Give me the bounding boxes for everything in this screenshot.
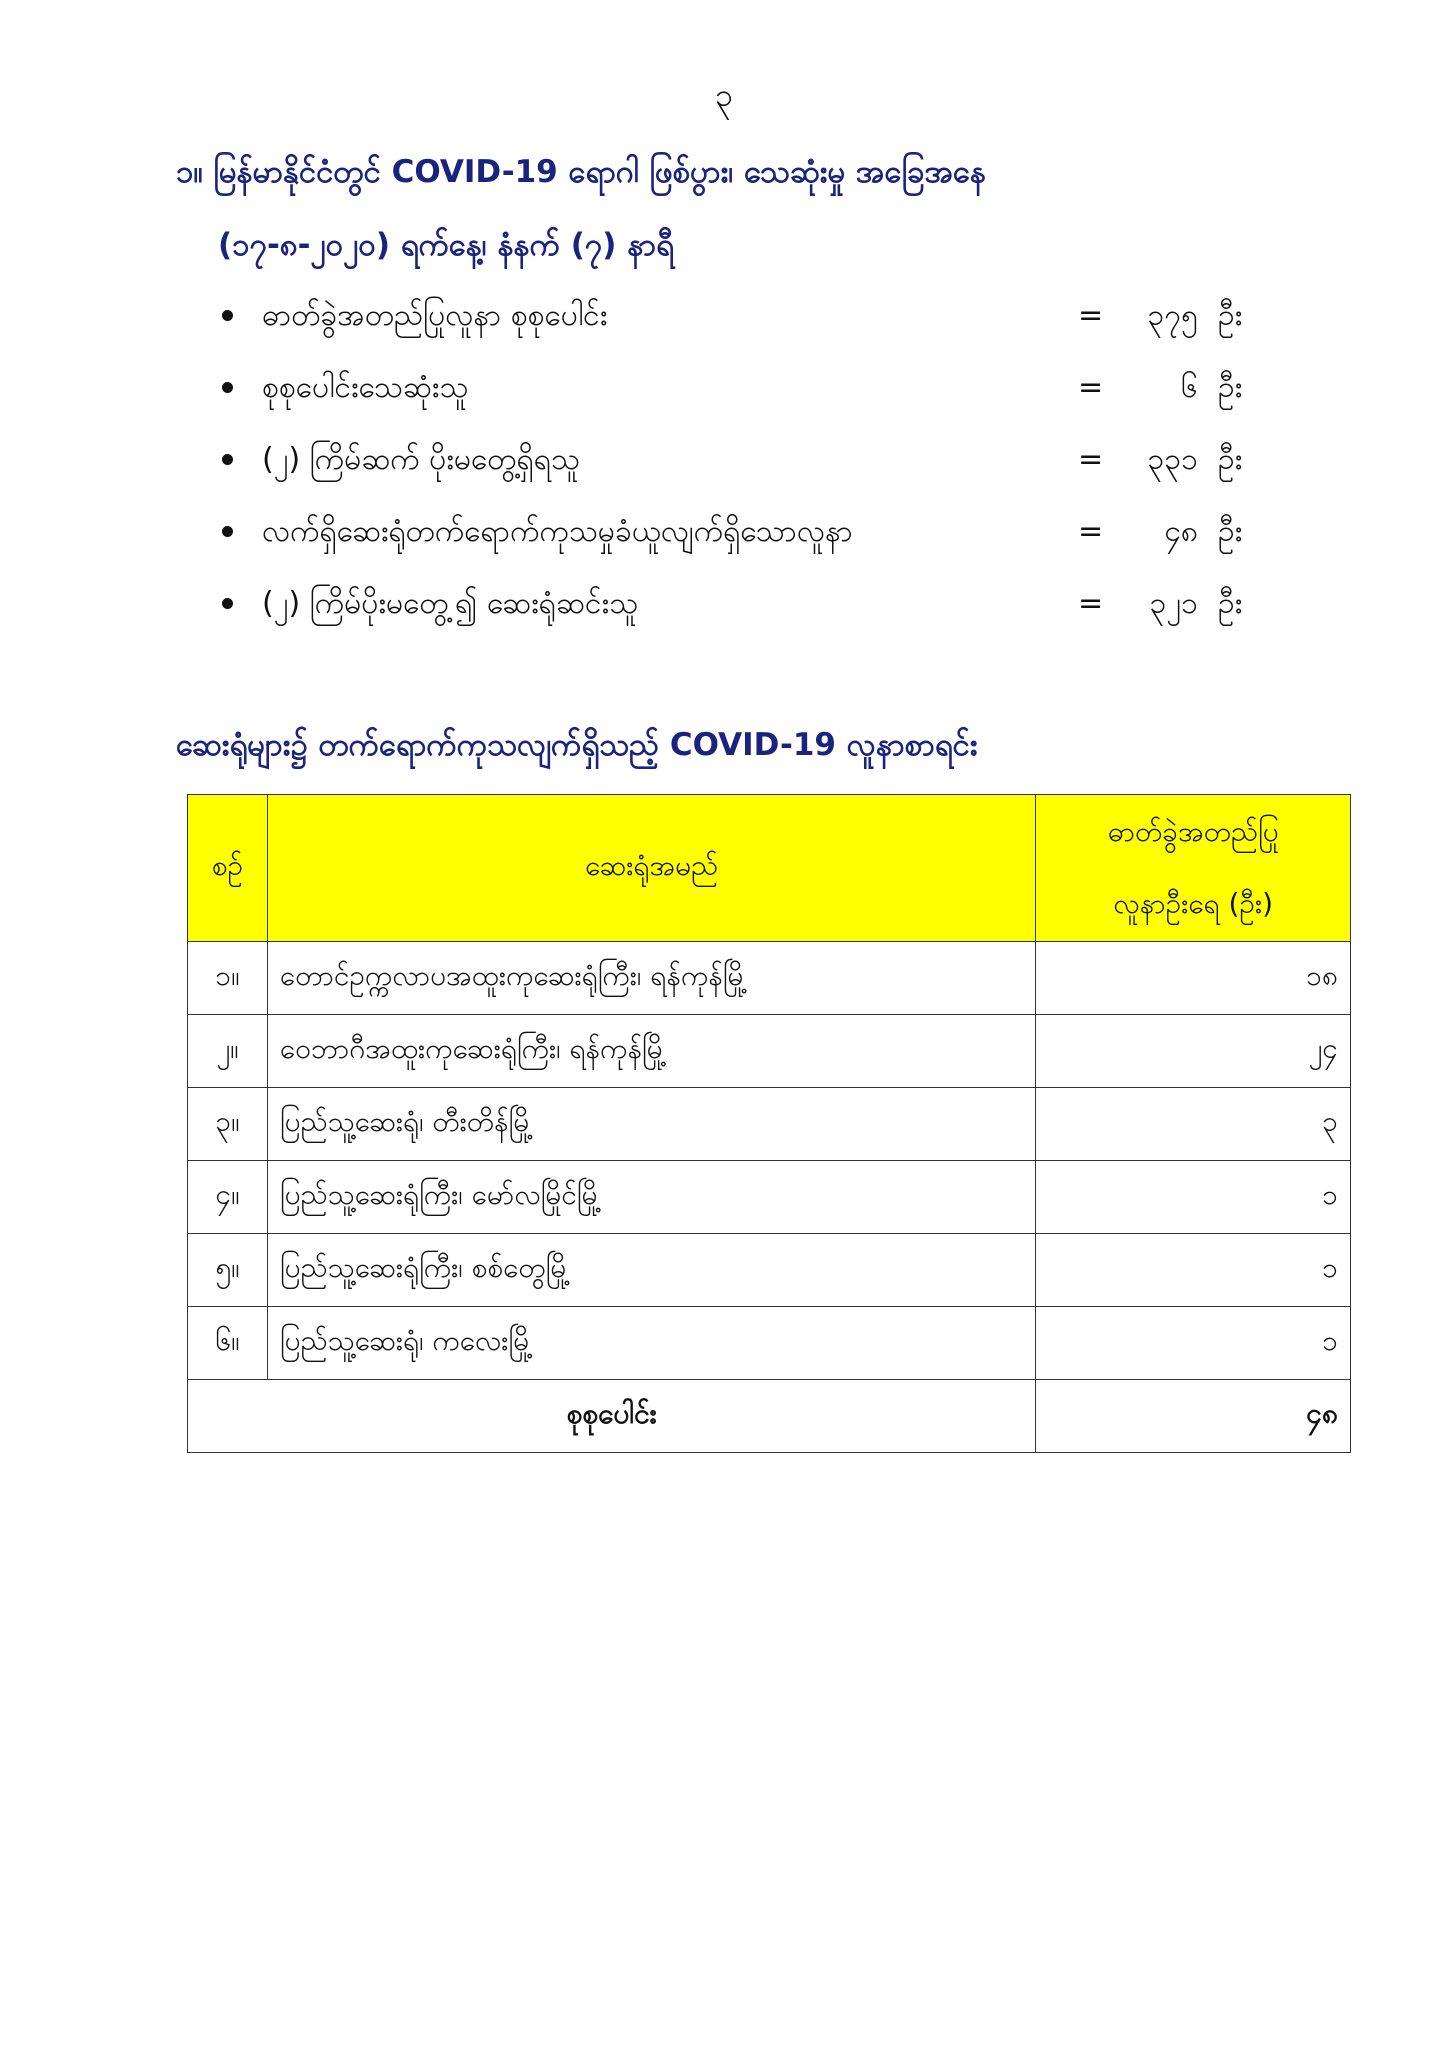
stat-discharged	[218, 578, 1278, 650]
header-count-line2: လူနာဦးရေ (ဦး)	[1113, 887, 1273, 920]
row-no: ၃။	[188, 1088, 268, 1161]
stat-label: ဓာတ်ခွဲအတည်ပြုလူနာ စုစုပေါင်း	[262, 298, 608, 333]
bullet-icon	[222, 526, 233, 537]
stat-label: (၂) ကြိမ်ပိုးမတွေ့၍ ဆေးရုံဆင်းသူ	[262, 586, 639, 621]
stat-currently-hospitalized	[218, 506, 1278, 578]
equals-sign: =	[1078, 514, 1104, 549]
row-count: ၁	[1036, 1161, 1351, 1234]
stat-value: ၃၃၁	[1147, 442, 1198, 477]
header-no: စဉ်	[188, 795, 268, 942]
row-count: ၁	[1036, 1234, 1351, 1307]
stat-unit: ဦး	[1218, 514, 1243, 549]
row-hospital: ပြည်သူ့ဆေးရုံ၊ တီးတိန်မြို့	[267, 1088, 1036, 1161]
row-hospital: ဝေဘာဂီအထူးကုဆေးရုံကြီး၊ ရန်ကုန်မြို့	[267, 1015, 1036, 1088]
total-count: ၄၈	[1036, 1380, 1351, 1453]
equals-sign: =	[1078, 298, 1104, 333]
stat-twice-negative	[218, 434, 1278, 506]
table-row	[188, 1307, 1351, 1380]
stat-label: လက်ရှိဆေးရုံတက်ရောက်ကုသမှုခံယူလျက်ရှိသောလူနာ	[262, 514, 853, 549]
equals-sign: =	[1078, 370, 1104, 405]
row-count: ၃	[1036, 1088, 1351, 1161]
row-count: ၂၄	[1036, 1015, 1351, 1088]
stat-unit: ဦး	[1218, 298, 1243, 333]
page-number: ၃	[715, 76, 733, 114]
row-hospital: ပြည်သူ့ဆေးရုံကြီး၊ စစ်တွေမြို့	[267, 1234, 1036, 1307]
row-hospital: တောင်ဥက္ကလာပအထူးကုဆေးရုံကြီး၊ ရန်ကုန်မြို့	[267, 942, 1036, 1015]
table-header-row	[188, 795, 1351, 942]
header-hospital: ဆေးရုံအမည်	[267, 795, 1036, 942]
stat-unit: ဦး	[1218, 370, 1243, 405]
row-hospital: ပြည်သူ့ဆေးရုံ၊ ကလေးမြို့	[267, 1307, 1036, 1380]
section-title-hospital-list: ဆေးရုံများ၌ တက်ရောက်ကုသလျက်ရှိသည့် COVID-19 လူနာစာရင်း	[176, 727, 978, 763]
stat-value: ၃၂၁	[1149, 586, 1198, 621]
table-row	[188, 1088, 1351, 1161]
row-no: ၆။	[188, 1307, 268, 1380]
stat-unit: ဦး	[1218, 442, 1243, 477]
row-hospital: ပြည်သူ့ဆေးရုံကြီး၊ မော်လမြိုင်မြို့	[267, 1161, 1036, 1234]
stat-value: ၄၈	[1163, 514, 1198, 549]
stat-confirmed-total	[218, 290, 1278, 362]
stat-value: ၃၇၅	[1147, 298, 1198, 333]
row-count: ၁၈	[1036, 942, 1351, 1015]
section-title-covid-status: ၁။ မြန်မာနိုင်ငံတွင် COVID-19 ရောဂါ ဖြစ်ပွား၊ သေဆုံးမှု အခြေအနေ	[176, 154, 986, 190]
header-count	[1036, 795, 1351, 942]
bullet-icon	[222, 382, 233, 393]
stat-value: ၆	[1181, 370, 1198, 405]
table-row	[188, 1234, 1351, 1307]
row-no: ၄။	[188, 1161, 268, 1234]
stat-deaths-total	[218, 362, 1278, 434]
section-subtitle-date: (၁၇-၈-၂၀၂၀) ရက်နေ့၊ နံနက် (၇) နာရီ	[218, 227, 674, 263]
table-total-row	[188, 1380, 1351, 1453]
bullet-icon	[222, 454, 233, 465]
stat-label: (၂) ကြိမ်ဆက် ပိုးမတွေ့ရှိရသူ	[262, 442, 580, 477]
header-count-line1: ဓာတ်ခွဲအတည်ပြု	[1107, 815, 1279, 848]
stat-label: စုစုပေါင်းသေဆုံးသူ	[262, 370, 469, 405]
row-no: ၁။	[188, 942, 268, 1015]
bullet-icon	[222, 310, 233, 321]
hospital-table	[187, 794, 1351, 1453]
bullet-icon	[222, 598, 233, 609]
table-row	[188, 1015, 1351, 1088]
stats-list	[218, 290, 1278, 650]
table-row	[188, 942, 1351, 1015]
stat-unit: ဦး	[1218, 586, 1243, 621]
equals-sign: =	[1078, 442, 1104, 477]
table-row	[188, 1161, 1351, 1234]
row-count: ၁	[1036, 1307, 1351, 1380]
row-no: ၅။	[188, 1234, 268, 1307]
equals-sign: =	[1078, 586, 1104, 621]
row-no: ၂။	[188, 1015, 268, 1088]
total-label: စုစုပေါင်း	[188, 1380, 1036, 1453]
